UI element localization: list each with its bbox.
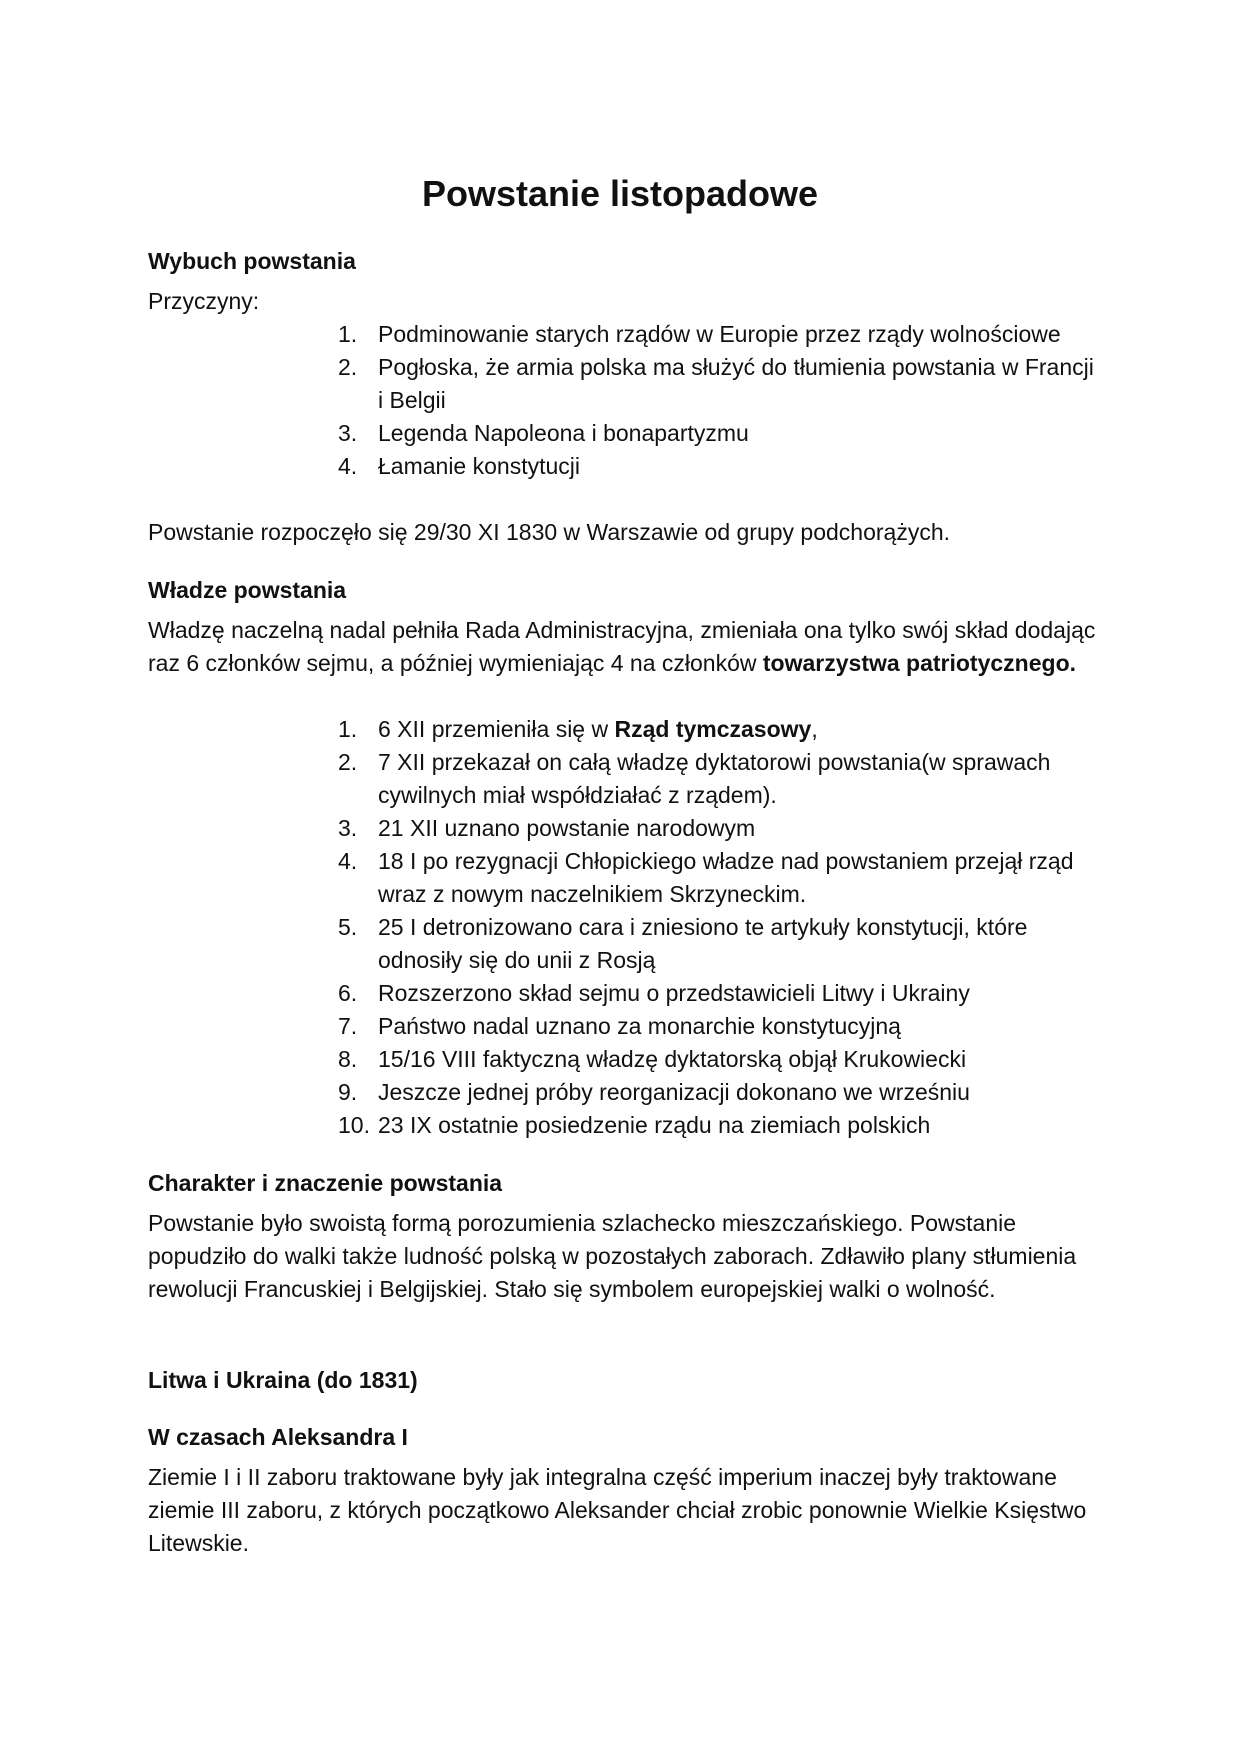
list-item: 8. 15/16 VIII faktyczną władzę dyktatorską objął Krukowiecki — [338, 1046, 967, 1072]
authorities-paragraph: Władzę naczelną nadal pełniła Rada Administracyjna, zmieniała ona tylko swój skład dodając raz 6 członków sejmu, a później wymieniając 4 na członków towarzystwa patriotycznego. — [148, 617, 1096, 676]
section-heading-litwa: Litwa i Ukraina (do 1831) — [148, 1367, 418, 1393]
list-item: 4. Łamanie konstytucji — [338, 453, 580, 479]
causes-list — [338, 318, 1098, 483]
list-item: 5. 25 I detronizowano cara i zniesiono te artykuły konstytucji, które odnosiły się do unii z Rosją — [338, 914, 1028, 973]
character-paragraph: Powstanie było swoistą formą porozumienia szlachecko mieszczańskiego. Powstanie popudziło do walki także ludność polską w pozostałych zaborach. Zdławiło plany stłumienia rewolucji Francuskiej i Belgijskiej. Stało się symbolem europejskiej walki o wolność. — [148, 1210, 1077, 1302]
list-item: 2. Pogłoska, że armia polska ma służyć do tłumienia powstania w Francji i Belgii — [338, 354, 1094, 413]
list-item: 10. 23 IX ostatnie posiedzenie rządu na ziemiach polskich — [338, 1112, 931, 1138]
section-heading-charakter: Charakter i znaczenie powstania — [148, 1170, 503, 1196]
page-title: Powstanie listopadowe — [421, 173, 819, 214]
aleksander-paragraph: Ziemie I i II zaboru traktowane były jak integralna część imperium inaczej były traktowane ziemie III zaboru, z których początkowo Aleksander chciał zrobic ponownie Wielkie Księstwo Litewskie. — [148, 1464, 1087, 1556]
section-heading-aleksander: W czasach Aleksandra I — [148, 1424, 408, 1450]
list-item: 4. 18 I po rezygnacji Chłopickiego władze nad powstaniem przejął rząd wraz z nowym naczelnikiem Skrzyneckim. — [338, 848, 1074, 907]
list-item: 9. Jeszcze jednej próby reorganizacji dokonano we wrześniu — [338, 1079, 970, 1105]
list-item: 2. 7 XII przekazał on całą władzę dyktatorowi powstania(w sprawach cywilnych miał współdziałać z rządem). — [338, 749, 1051, 808]
causes-label: Przyczyny: — [148, 288, 260, 314]
list-item: 6. Rozszerzono skład sejmu o przedstawicieli Litwy i Ukrainy — [338, 980, 970, 1006]
uprising-start-text: Powstanie rozpoczęło się 29/30 XI 1830 w Warszawie od grupy podchorążych. — [148, 519, 951, 545]
section-heading-wybuch: Wybuch powstania — [148, 248, 356, 274]
section-heading-wladze: Władze powstania — [148, 577, 347, 603]
list-item: 1. 6 XII przemieniła się w Rząd tymczasowy, — [338, 716, 818, 742]
list-item: 3. 21 XII uznano powstanie narodowym — [338, 815, 756, 841]
list-item: 1. Podminowanie starych rządów w Europie przez rządy wolnościowe — [338, 321, 1061, 347]
list-item: 7. Państwo nadal uznano za monarchie konstytucyjną — [338, 1013, 901, 1039]
list-item: 3. Legenda Napoleona i bonapartyzmu — [338, 420, 749, 446]
authorities-list — [338, 713, 1098, 1142]
